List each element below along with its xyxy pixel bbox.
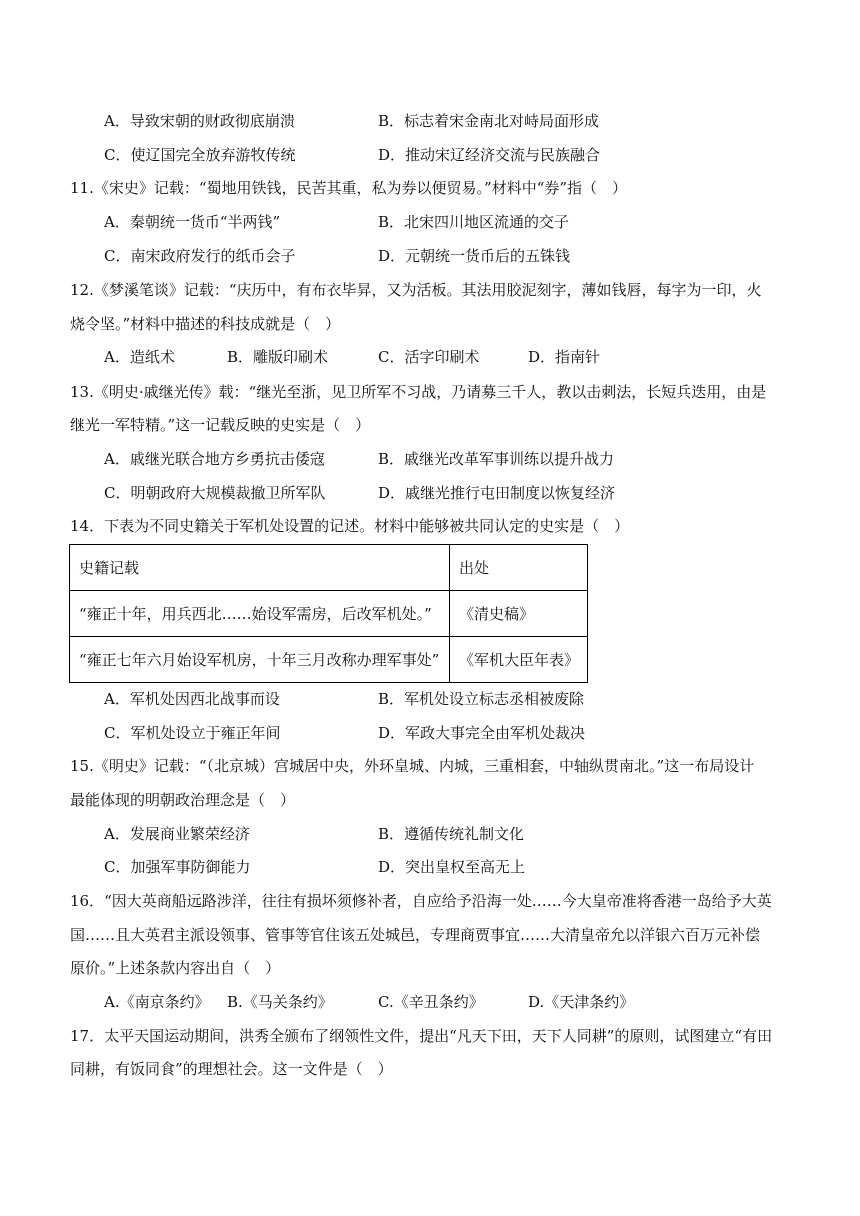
q11-option-b: B．北宋四川地区流通的交子 bbox=[378, 213, 570, 231]
q14-stem: 14．下表为不同史籍关于军机处设置的记述。材料中能够被共同认定的史实是（ ） bbox=[70, 517, 630, 535]
q13-option-a: A．戚继光联合地方乡勇抗击倭寇 bbox=[104, 450, 325, 468]
q11-option-c: C．南宋政府发行的纸币会子 bbox=[104, 247, 296, 265]
q14-option-c: C．军机处设立于雍正年间 bbox=[104, 724, 281, 742]
q14-option-b: B．军机处设立标志丞相被废除 bbox=[378, 690, 585, 708]
q17-stem-line1: 17．太平天国运动期间，洪秀全颁布了纲领性文件，提出“凡天下田，天下人同耕”的原则，试图建立“有田 bbox=[70, 1027, 773, 1045]
q13-option-b: B．戚继光改革军事训练以提升战力 bbox=[378, 450, 615, 468]
table-cell: 《清史稿》 bbox=[450, 591, 588, 637]
q10-option-d: D．推动宋辽经济交流与民族融合 bbox=[378, 146, 601, 164]
q15-option-c: C．加强军事防御能力 bbox=[104, 858, 251, 876]
q16-stem-line2: 国……且大英君主派设领事、管事等官住该五处城邑，专理商贾事宜……大清皇帝允以洋银六百万元补偿 bbox=[70, 926, 761, 944]
q12-option-a: A．造纸术 bbox=[104, 348, 175, 366]
q15-stem-line1: 15.《明史》记载：“（北京城）宫城居中央，外环皇城、内城，三重相套，中轴纵贯南北。”这一布局设计 bbox=[70, 757, 755, 775]
q16-option-d: D.《天津条约》 bbox=[528, 993, 635, 1011]
table-cell: “雍正十年，用兵西北……始设军需房，后改军机处。” bbox=[70, 591, 450, 637]
q12-stem-line1: 12.《梦溪笔谈》记载：“庆历中，有布衣毕昇，又为活板。其法用胶泥刻字，薄如钱唇，每字为一印，火 bbox=[70, 281, 762, 299]
table-header-row bbox=[70, 545, 588, 591]
q16-stem-line1: 16．“因大英商船远路涉洋，往往有损坏须修补者，自应给予沿海一处……今大皇帝准将香港一岛给予大英 bbox=[70, 892, 772, 910]
q14-option-d: D．军政大事完全由军机处裁决 bbox=[378, 724, 586, 742]
q12-option-c: C．活字印刷术 bbox=[378, 348, 480, 366]
q11-option-d: D．元朝统一货币后的五铢钱 bbox=[378, 247, 571, 265]
q10-option-c: C．使辽国完全放弃游牧传统 bbox=[104, 146, 296, 164]
q12-option-b: B．雕版印刷术 bbox=[227, 348, 329, 366]
q16-stem-line3: 原价。”上述条款内容出自（ ） bbox=[70, 959, 281, 977]
q13-option-c: C．明朝政府大规模裁撤卫所军队 bbox=[104, 484, 326, 502]
q15-option-a: A．发展商业繁荣经济 bbox=[104, 825, 250, 843]
q10-option-b: B．标志着宋金南北对峙局面形成 bbox=[378, 112, 600, 130]
q13-stem-line1: 13.《明史·戚继光传》载：“继光至浙，见卫所军不习战，乃请募三千人，教以击刺法，长短兵迭用，由是 bbox=[70, 383, 767, 401]
q14-source-table bbox=[69, 544, 588, 683]
table-row bbox=[70, 591, 588, 637]
q14-option-a: A．军机处因西北战事而设 bbox=[104, 690, 280, 708]
q15-option-d: D．突出皇权至高无上 bbox=[378, 858, 526, 876]
table-row bbox=[70, 637, 588, 683]
q16-option-c: C.《辛丑条约》 bbox=[378, 993, 484, 1011]
q11-option-a: A．秦朝统一货币“半两钱” bbox=[104, 213, 281, 231]
q16-option-a: A.《南京条约》 bbox=[104, 993, 210, 1011]
q15-option-b: B．遵循传统礼制文化 bbox=[378, 825, 525, 843]
q13-option-d: D．戚继光推行屯田制度以恢复经济 bbox=[378, 484, 616, 502]
q16-option-b: B.《马关条约》 bbox=[227, 993, 333, 1011]
table-cell: “雍正七年六月始设军机房，十年三月改称办理军事处” bbox=[70, 637, 450, 683]
table-header-cell: 出处 bbox=[450, 545, 588, 591]
q11-stem: 11.《宋史》记载：“蜀地用铁钱，民苦其重，私为券以便贸易。”材料中“券”指（ ） bbox=[70, 179, 628, 197]
q17-stem-line2: 同耕，有饭同食”的理想社会。这一文件是（ ） bbox=[70, 1060, 393, 1078]
q12-option-d: D．指南针 bbox=[528, 348, 601, 366]
q15-stem-line2: 最能体现的明朝政治理念是（ ） bbox=[70, 791, 296, 809]
q10-option-a: A．导致宋朝的财政彻底崩溃 bbox=[104, 112, 295, 130]
q12-stem-line2: 烧令坚。”材料中描述的科技成就是（ ） bbox=[70, 315, 341, 333]
q13-stem-line2: 继光一军特精。”这一记载反映的史实是（ ） bbox=[70, 416, 371, 434]
table-header-cell: 史籍记载 bbox=[70, 545, 450, 591]
table-cell: 《军机大臣年表》 bbox=[450, 637, 588, 683]
